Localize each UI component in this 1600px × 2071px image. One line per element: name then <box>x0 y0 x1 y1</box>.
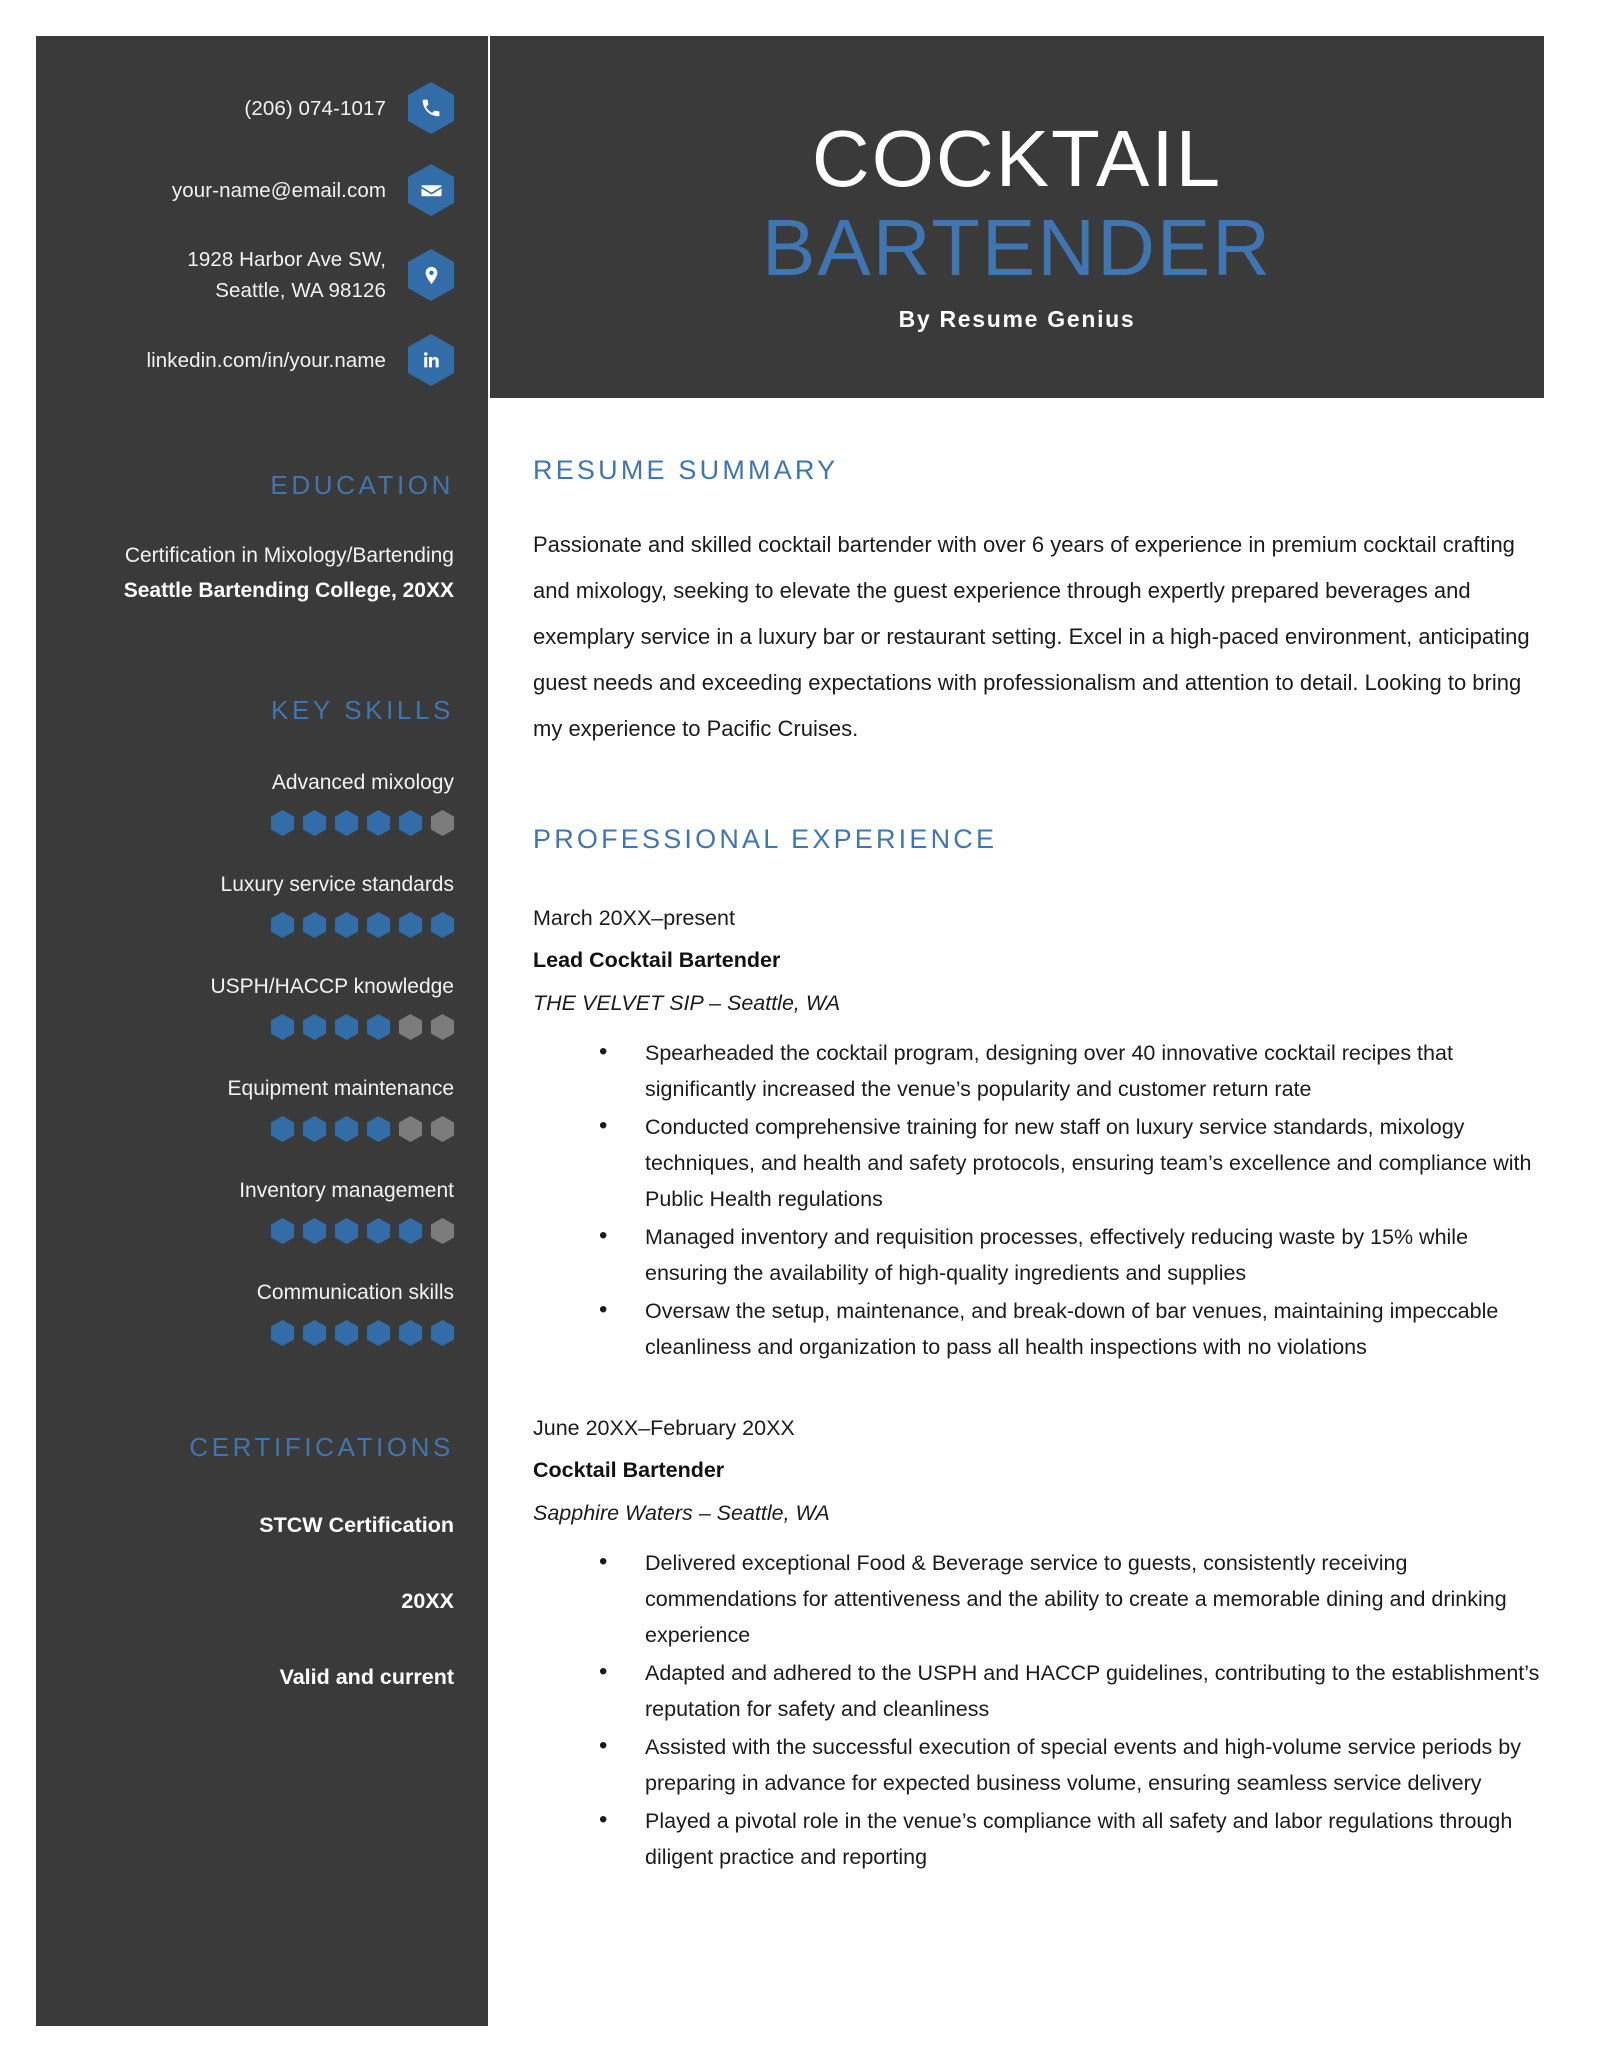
skill-rating <box>56 1116 454 1142</box>
job-company: Sapphire Waters – Seattle, WA <box>533 1501 830 1525</box>
rating-dot-filled <box>367 1320 390 1346</box>
rating-dot-filled <box>303 1014 326 1040</box>
skill-label: Equipment maintenance <box>227 1077 454 1100</box>
skill-rating <box>56 912 454 938</box>
rating-dot-filled <box>303 1218 326 1244</box>
rating-dot-filled <box>367 1218 390 1244</box>
skill-label: Advanced mixology <box>271 771 454 794</box>
job-entry <box>533 1407 1548 1875</box>
certifications-heading: CERTIFICATIONS <box>189 1432 454 1462</box>
rating-dot-filled <box>367 810 390 836</box>
education-entry <box>56 539 454 609</box>
job-bullet: • Spearheaded the cocktail program, designing over 40 innovative cocktail recipes that significantly increased the venue’s popularity and customer return rate <box>599 1035 1548 1107</box>
skill-rating <box>56 1218 454 1244</box>
job-date: March 20XX–present <box>533 906 735 930</box>
rating-dot-filled <box>271 1320 294 1346</box>
job-entry <box>533 897 1548 1365</box>
professional-experience-section <box>533 824 1548 1875</box>
skill-item <box>56 1176 454 1244</box>
byline: By Resume Genius <box>898 305 1136 332</box>
job-bullet: • Adapted and adhered to the USPH and HACCP guidelines, contributing to the establishment’s reputation for safety and cleanliness <box>599 1655 1548 1727</box>
rating-dot-filled <box>399 912 422 938</box>
rating-dot-filled <box>271 1116 294 1142</box>
address-line-1: 1928 Harbor Ave SW, <box>187 248 386 271</box>
job-bullet: • Conducted comprehensive training for new staff on luxury service standards, mixology techniques, and health and safety protocols, ensuring team’s excellence and compliance with Public Health regulations <box>599 1109 1548 1217</box>
resume-summary-text: Passionate and skilled cocktail bartender with over 6 years of experience in premium cocktail crafting and mixology, seeking to elevate the guest experience through expertly prepared beverages and exemplary service in a luxury bar or restaurant setting. Excel in a high-paced environment, anticipating guest needs and exceeding expectations with professionalism and attention to detail. Looking to bring my experience to Pacific Cruises. <box>533 532 1530 741</box>
rating-dot-filled <box>335 1218 358 1244</box>
skill-label: Communication skills <box>256 1281 454 1304</box>
rating-dot-filled <box>335 1014 358 1040</box>
job-bullet: • Delivered exceptional Food & Beverage service to guests, consistently receiving commendations for attentiveness and the ability to create a memorable dining and drinking experience <box>599 1545 1548 1653</box>
rating-dot-filled <box>303 912 326 938</box>
rating-dot-empty <box>399 1116 422 1142</box>
page-title-line-1: COCKTAIL <box>811 113 1223 203</box>
main-content <box>533 455 1548 1877</box>
job-title: Lead Cocktail Bartender <box>533 948 781 972</box>
email-text: your-name@email.com <box>171 178 386 202</box>
skill-item <box>56 870 454 938</box>
location-pin-icon <box>408 249 454 301</box>
professional-experience-heading: PROFESSIONAL EXPERIENCE <box>533 824 998 854</box>
page-title-line-2: BARTENDER <box>762 202 1272 292</box>
rating-dot-empty <box>431 810 454 836</box>
rating-dot-filled <box>271 1014 294 1040</box>
job-bullet-list <box>533 1545 1548 1875</box>
key-skills-section <box>56 695 454 1346</box>
job-date: June 20XX–February 20XX <box>533 1416 795 1440</box>
phone-icon <box>408 82 454 134</box>
rating-dot-empty <box>431 1116 454 1142</box>
skill-rating <box>56 810 454 836</box>
rating-dot-filled <box>335 912 358 938</box>
address-line-2: Seattle, WA 98126 <box>215 279 386 302</box>
rating-dot-empty <box>399 1014 422 1040</box>
rating-dot-filled <box>303 1116 326 1142</box>
skill-item <box>56 1074 454 1142</box>
address-text <box>187 244 386 306</box>
skill-item <box>56 768 454 836</box>
education-section <box>56 470 454 609</box>
rating-dot-filled <box>399 1320 422 1346</box>
certification-year: 20XX <box>401 1589 454 1613</box>
rating-dot-filled <box>399 1218 422 1244</box>
phone-text: (206) 074-1017 <box>244 96 386 120</box>
rating-dot-filled <box>367 912 390 938</box>
education-degree: Certification in Mixology/Bartending <box>124 544 454 567</box>
rating-dot-filled <box>399 810 422 836</box>
linkedin-text: linkedin.com/in/your.name <box>146 348 386 372</box>
rating-dot-filled <box>367 1014 390 1040</box>
certifications-section <box>56 1432 454 1695</box>
skill-item <box>56 972 454 1040</box>
job-bullet-list <box>533 1035 1548 1365</box>
skill-item <box>56 1278 454 1346</box>
rating-dot-filled <box>335 810 358 836</box>
resume-summary-heading: RESUME SUMMARY <box>533 455 839 485</box>
rating-dot-filled <box>335 1320 358 1346</box>
resume-summary-section <box>533 455 1548 752</box>
rating-dot-filled <box>335 1116 358 1142</box>
skill-rating <box>56 1320 454 1346</box>
skill-label: USPH/HACCP knowledge <box>210 975 454 998</box>
rating-dot-filled <box>431 912 454 938</box>
rating-dot-filled <box>431 1320 454 1346</box>
contact-row-phone <box>56 80 454 136</box>
certification-status: Valid and current <box>279 1665 454 1689</box>
education-heading: EDUCATION <box>270 470 454 500</box>
key-skills-heading: KEY SKILLS <box>271 695 454 725</box>
resume-header <box>490 36 1544 398</box>
key-skills-list <box>56 768 454 1346</box>
rating-dot-empty <box>431 1014 454 1040</box>
linkedin-icon[interactable] <box>408 334 454 386</box>
rating-dot-filled <box>271 810 294 836</box>
contact-row-email <box>56 162 454 218</box>
rating-dot-filled <box>367 1116 390 1142</box>
certification-name: STCW Certification <box>259 1513 454 1537</box>
job-bullet: • Managed inventory and requisition processes, effectively reducing waste by 15% while ensuring the availability of high-quality ingredients and supplies <box>599 1219 1548 1291</box>
envelope-icon <box>408 164 454 216</box>
skill-rating <box>56 1014 454 1040</box>
rating-dot-filled <box>303 1320 326 1346</box>
rating-dot-filled <box>271 912 294 938</box>
job-bullet: • Oversaw the setup, maintenance, and break-down of bar venues, maintaining impeccable cleanliness and organization to pass all health inspections with no violations <box>599 1293 1548 1365</box>
contact-list <box>56 36 454 388</box>
rating-dot-empty <box>431 1218 454 1244</box>
job-bullet: • Assisted with the successful execution of special events and high-volume service periods by preparing in advance for expected business volume, ensuring seamless service delivery <box>599 1729 1548 1801</box>
job-title: Cocktail Bartender <box>533 1458 725 1482</box>
job-company: THE VELVET SIP – Seattle, WA <box>533 991 841 1015</box>
contact-row-linkedin[interactable] <box>56 332 454 388</box>
job-bullet: • Played a pivotal role in the venue’s compliance with all safety and labor regulations through diligent practice and reporting <box>599 1803 1548 1875</box>
rating-dot-filled <box>303 810 326 836</box>
job-list <box>533 897 1548 1875</box>
sidebar <box>36 36 488 2026</box>
skill-label: Luxury service standards <box>220 873 454 896</box>
education-school: Seattle Bartending College, 20XX <box>123 579 454 602</box>
contact-row-address <box>56 244 454 306</box>
skill-label: Inventory management <box>239 1179 454 1202</box>
rating-dot-filled <box>271 1218 294 1244</box>
